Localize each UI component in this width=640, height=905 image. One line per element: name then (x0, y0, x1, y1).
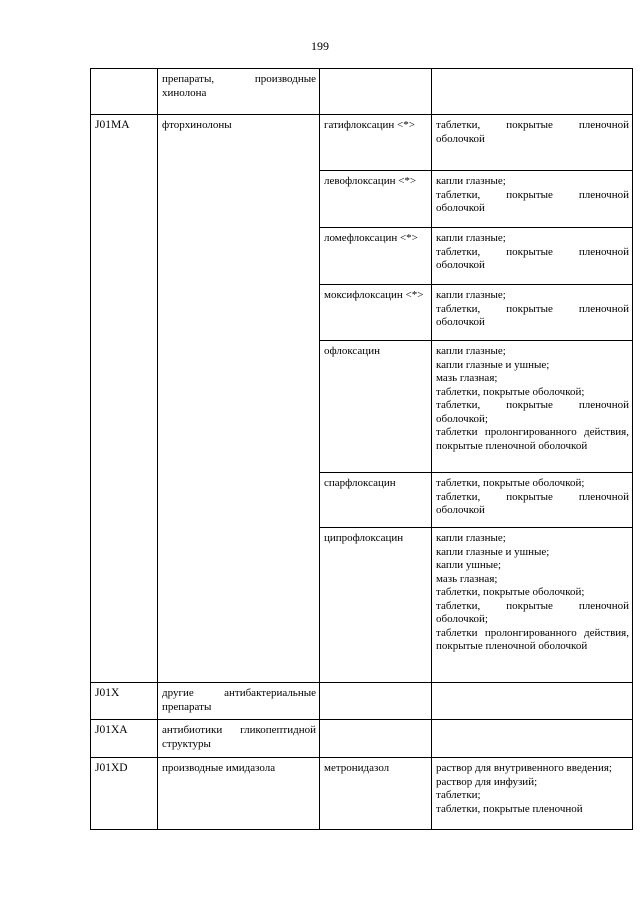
dosage-form: мазь глазная; (436, 572, 498, 585)
drug-name-cell: гатифлоксацин <*> (320, 115, 432, 171)
page-number: 199 (311, 39, 329, 53)
dosage-form: таблетки, покрытые пленочной оболочкой; (436, 399, 629, 425)
drug-name-cell (320, 683, 432, 720)
dosage-form: таблетки, покрытые пленочной оболочкой (436, 245, 629, 271)
dosage-forms-cell (432, 285, 633, 341)
drug-name-cell: ломефлоксацин <*> (320, 228, 432, 285)
dosage-form: таблетки, покрытые оболочкой; (436, 586, 585, 598)
dosage-form: капли глазные и ушные; (436, 545, 550, 558)
dosage-form: таблетки, покрытые пленочной оболочкой (436, 302, 629, 328)
atc-code-cell: J01XA (91, 720, 158, 758)
dosage-form: таблетки, покрытые пленочной оболочкой; (436, 599, 629, 625)
drug-name-cell: метронидазол (320, 758, 432, 830)
drug-name-cell: спарфлоксацин (320, 473, 432, 528)
dosage-forms-cell (432, 69, 633, 115)
dosage-form: капли глазные; (436, 532, 506, 544)
drug-name-cell (320, 69, 432, 115)
drug-name-cell: левофлоксацин <*> (320, 171, 432, 228)
drug-table (90, 68, 633, 830)
table-row (91, 720, 633, 758)
table-row (91, 69, 633, 115)
atc-code-cell (91, 69, 158, 115)
dosage-form: капли глазные; (436, 232, 506, 244)
dosage-forms-cell (432, 683, 633, 720)
group-name-cell: препараты, производные хинолона (158, 69, 320, 115)
dosage-form: таблетки пролонгированного действия, покрытые пленочной оболочкой (436, 626, 629, 652)
atc-code-cell: J01XD (91, 758, 158, 830)
table-row (91, 683, 633, 720)
dosage-form: таблетки; (436, 789, 481, 801)
dosage-form: таблетки, покрытые пленочной (436, 802, 583, 815)
group-name-cell: другие антибактериальные препараты (158, 683, 320, 720)
atc-code-cell: J01X (91, 683, 158, 720)
dosage-form: капли глазные и ушные; (436, 358, 550, 371)
group-name-cell: антибиотики гликопептидной структуры (158, 720, 320, 758)
table-row (91, 115, 633, 171)
table-row (91, 758, 633, 830)
dosage-forms-cell (432, 228, 633, 285)
dosage-form: таблетки, покрытые оболочкой; (436, 385, 585, 398)
drug-name-cell: моксифлоксацин <*> (320, 285, 432, 341)
dosage-forms-cell (432, 115, 633, 171)
dosage-form: таблетки, покрытые пленочной оболочкой (436, 490, 629, 516)
dosage-form: таблетки пролонгированного действия, покрытые пленочной оболочкой (436, 426, 629, 452)
dosage-form: капли глазные; (436, 345, 506, 357)
dosage-form: капли глазные; (436, 289, 506, 301)
dosage-form: мазь глазная; (436, 372, 498, 384)
dosage-forms-cell (432, 171, 633, 228)
dosage-forms-cell (432, 720, 633, 758)
drug-name-cell: ципрофлоксацин (320, 528, 432, 683)
dosage-form: таблетки, покрытые оболочкой; (436, 477, 585, 489)
drug-name-cell: офлоксацин (320, 341, 432, 473)
dosage-form: таблетки, покрытые пленочной оболочкой (436, 188, 629, 214)
dosage-forms-cell (432, 758, 633, 830)
dosage-forms-cell (432, 473, 633, 528)
atc-code-cell: J01MA (91, 115, 158, 683)
dosage-form: таблетки, покрытые пленочной оболочкой (436, 119, 629, 145)
dosage-form: капли ушные; (436, 559, 502, 571)
dosage-form: капли глазные; (436, 175, 506, 187)
dosage-form: раствор для внутривенного введения; (436, 762, 612, 774)
dosage-form: раствор для инфузий; (436, 775, 538, 788)
dosage-forms-cell (432, 528, 633, 683)
group-name-cell: производные имидазола (158, 758, 320, 830)
group-name-cell: фторхинолоны (158, 115, 320, 683)
drug-name-cell (320, 720, 432, 758)
dosage-forms-cell (432, 341, 633, 473)
